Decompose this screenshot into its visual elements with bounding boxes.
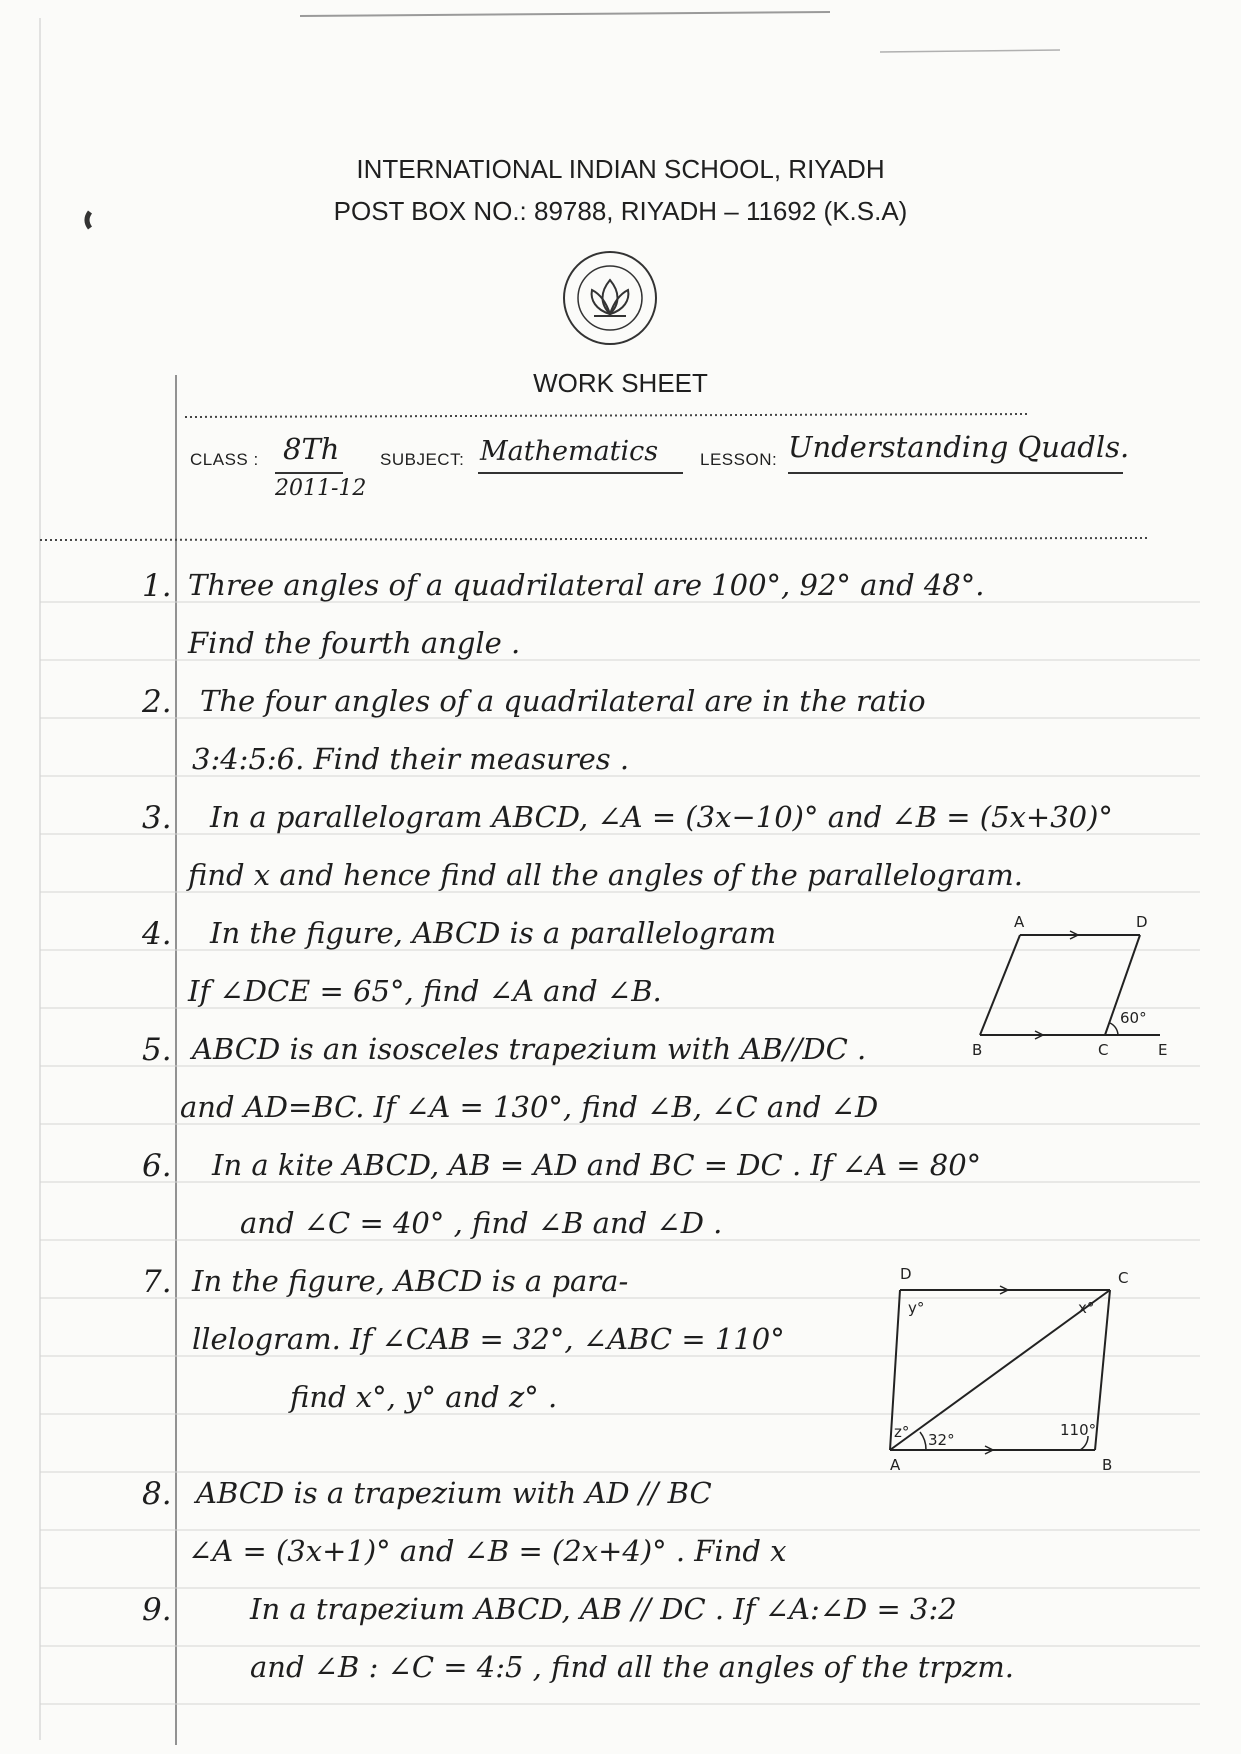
question-line: and ∠B : ∠C = 4:5 , find all the angles of the trpzm. <box>250 1650 1014 1684</box>
question-line: ABCD is a trapezium with AD // BC <box>196 1476 712 1510</box>
question-line: find x and hence find all the angles of the parallelogram. <box>188 858 1023 892</box>
lesson-label: LESSON: <box>700 450 778 469</box>
angle-label-60: 60° <box>1120 1009 1147 1027</box>
question-number: 5. <box>142 1032 172 1068</box>
angle-label-z: z° <box>894 1423 910 1441</box>
worksheet-title: WORK SHEET <box>533 368 708 398</box>
question-number: 2. <box>142 684 172 720</box>
vertex-label-e: E <box>1158 1041 1168 1059</box>
vertex-label-c: C <box>1118 1269 1129 1287</box>
question-line: In the figure, ABCD is a para- <box>192 1264 629 1298</box>
question-line: If ∠DCE = 65°, find ∠A and ∠B. <box>188 974 662 1008</box>
school-seal-logo <box>560 248 660 348</box>
question-line: ABCD is an isosceles trapezium with AB//DC . <box>192 1032 867 1066</box>
vertex-label-b: B <box>1102 1456 1113 1474</box>
question-line: Find the fourth angle . <box>188 626 521 660</box>
vertex-label-b: B <box>972 1041 983 1059</box>
question-number: 9. <box>142 1592 172 1628</box>
school-address: POST BOX NO.: 89788, RIYADH – 11692 (K.S.A) <box>333 196 908 226</box>
subject-label: SUBJECT: <box>380 450 465 469</box>
angle-label-x: x° <box>1078 1299 1095 1317</box>
angle-label-110: 110° <box>1060 1421 1097 1439</box>
question-line: The four angles of a quadrilateral are in the ratio <box>200 684 926 718</box>
question-line: In a trapezium ABCD, AB // DC . If ∠A:∠D = 3:2 <box>250 1592 957 1626</box>
question-line: 3:4:5:6. Find their measures . <box>192 742 630 776</box>
question-number: 8. <box>142 1476 172 1512</box>
question-line: Three angles of a quadrilateral are 100°, 92° and 48°. <box>188 568 985 602</box>
class-value: 8Th <box>283 432 340 466</box>
parallelogram-figure-q4 <box>960 915 1190 1075</box>
question-number: 1. <box>142 568 172 604</box>
vertex-label-d: D <box>1136 915 1148 931</box>
school-year: 2011-12 <box>275 476 367 501</box>
question-number: 3. <box>142 800 172 836</box>
subject-value: Mathematics <box>480 436 659 467</box>
lesson-value: Understanding Quadls. <box>788 430 1130 464</box>
angle-label-32: 32° <box>928 1431 955 1449</box>
question-line: In the figure, ABCD is a parallelogram <box>210 916 777 950</box>
question-line: and AD=BC. If ∠A = 130°, find ∠B, ∠C and ∠D <box>180 1090 879 1124</box>
question-line: In a kite ABCD, AB = AD and BC = DC . If ∠A = 80° <box>212 1148 982 1182</box>
question-number: 4. <box>142 916 172 952</box>
question-line: and ∠C = 40° , find ∠B and ∠D . <box>240 1206 723 1240</box>
question-line: ∠A = (3x+1)° and ∠B = (2x+4)° . Find x <box>188 1534 787 1568</box>
vertex-label-c: C <box>1098 1041 1109 1059</box>
question-number: 6. <box>142 1148 172 1184</box>
vertex-label-a: A <box>890 1456 901 1474</box>
vertex-label-d: D <box>900 1265 912 1283</box>
angle-label-y: y° <box>908 1299 925 1317</box>
class-label: CLASS : <box>190 450 259 469</box>
school-name: INTERNATIONAL INDIAN SCHOOL, RIYADH <box>356 154 885 184</box>
question-line: llelogram. If ∠CAB = 32°, ∠ABC = 110° <box>192 1322 785 1356</box>
vertex-label-a: A <box>1014 915 1025 931</box>
lesson-underline <box>788 470 1128 476</box>
question-line: In a parallelogram ABCD, ∠A = (3x−10)° and ∠B = (5x+30)° <box>210 800 1113 834</box>
parallelogram-figure-q7 <box>870 1265 1130 1475</box>
question-line: find x°, y° and z° . <box>290 1380 558 1414</box>
question-number: 7. <box>142 1264 172 1300</box>
subject-underline <box>478 470 688 476</box>
